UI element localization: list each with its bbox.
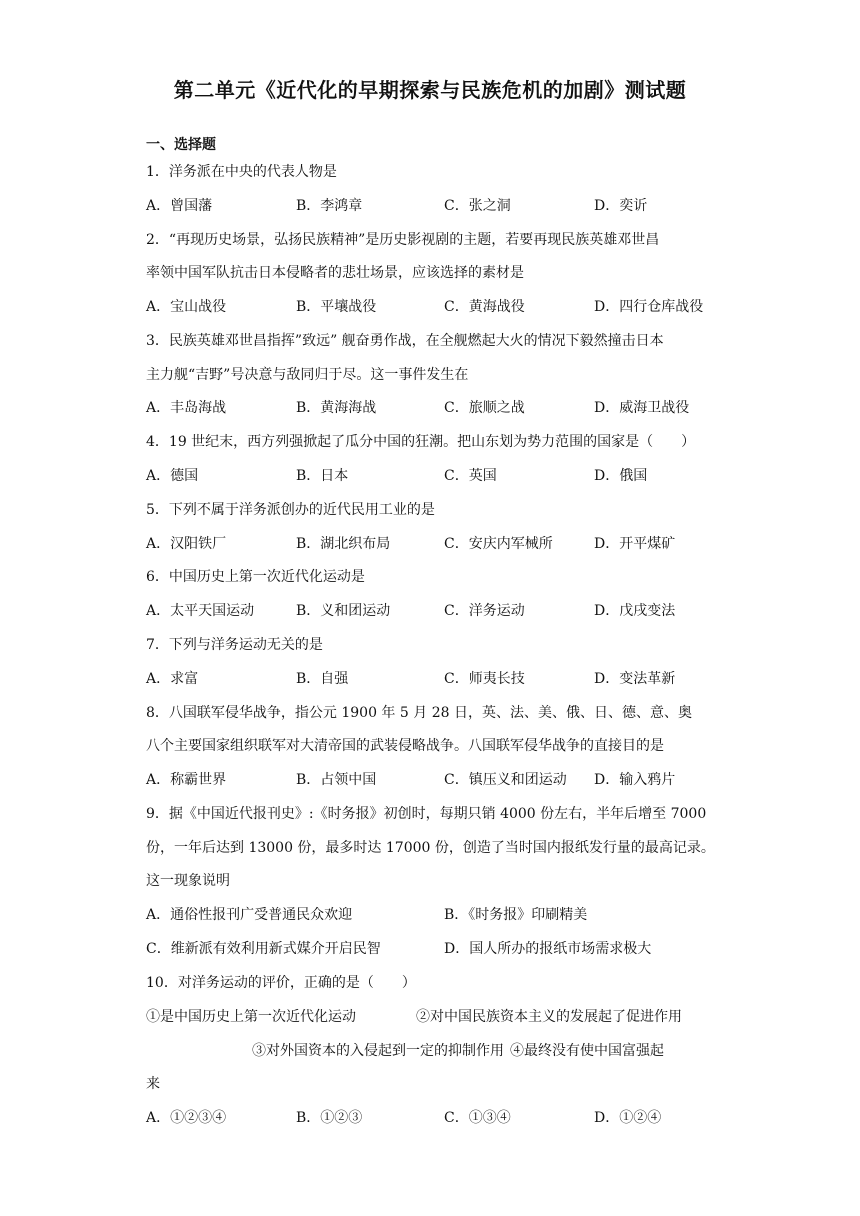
question-2-stem-line2: 率领中国军队抗击日本侵略者的悲壮场景，应该选择的素材是	[146, 265, 524, 281]
question-6-stem: 6．中国历史上第一次近代化运动是	[146, 569, 365, 585]
option-d[interactable]: D．俄国	[594, 468, 648, 484]
question-9-stem-line3: 这一现象说明	[146, 873, 230, 889]
option-a[interactable]: A．丰岛海战	[146, 400, 227, 416]
option-b[interactable]: B．黄海海战	[296, 400, 377, 416]
option-b[interactable]: B．《时务报》印刷精美	[444, 907, 588, 923]
option-b[interactable]: B．自强	[296, 671, 349, 687]
question-9-stem-line2: 份，一年后达到 13000 份，最多时达 17000 份，创造了当时国内报纸发行量的最高记录。	[146, 840, 715, 856]
option-b[interactable]: B．湖北织布局	[296, 536, 391, 552]
statement-3: ③对外国资本的入侵起到一定的抑制作用	[252, 1043, 504, 1059]
option-a[interactable]: A．宝山战役	[146, 299, 227, 315]
question-10-statements-row3: 来	[146, 1076, 160, 1092]
option-c[interactable]: C．安庆内军械所	[444, 536, 553, 552]
option-a[interactable]: A．称霸世界	[146, 772, 227, 788]
section-heading: 一、选择题	[146, 137, 216, 153]
option-d[interactable]: D．国人所办的报纸市场需求极大	[444, 941, 652, 957]
option-b[interactable]: B．占领中国	[296, 772, 377, 788]
option-c[interactable]: C．英国	[444, 468, 497, 484]
option-c[interactable]: C．洋务运动	[444, 603, 525, 619]
option-a[interactable]: A．曾国藩	[146, 198, 213, 214]
question-3-stem-line2: 主力舰“吉野”号决意与敌同归于尽。这一事件发生在	[146, 367, 469, 383]
option-d[interactable]: D．威海卫战役	[594, 400, 690, 416]
option-b[interactable]: B．义和团运动	[296, 603, 391, 619]
option-c[interactable]: C．维新派有效利用新式媒介开启民智	[146, 941, 381, 957]
option-c[interactable]: C．镇压义和团运动	[444, 772, 567, 788]
question-9-stem-line1: 9．据《中国近代报刊史》:《时务报》初创时，每期只销 4000 份左右，半年后增至 7000	[146, 806, 707, 822]
question-3-stem-line1: 3．民族英雄邓世昌指挥”致远” 舰奋勇作战，在全舰燃起大火的情况下毅然撞击日本	[146, 333, 664, 349]
option-d[interactable]: D．变法革新	[594, 671, 676, 687]
option-b[interactable]: B．①②③	[296, 1110, 363, 1126]
question-1-stem: 1．洋务派在中央的代表人物是	[146, 164, 337, 180]
option-a[interactable]: A．太平天国运动	[146, 603, 255, 619]
option-c[interactable]: C．①③④	[444, 1110, 511, 1126]
option-d[interactable]: D．开平煤矿	[594, 536, 676, 552]
option-b[interactable]: B．日本	[296, 468, 349, 484]
option-c[interactable]: C．张之洞	[444, 198, 511, 214]
question-4-stem: 4．19 世纪末，西方列强掀起了瓜分中国的狂潮。把山东划为势力范围的国家是（ ）	[146, 434, 696, 450]
option-a[interactable]: A．德国	[146, 468, 199, 484]
statement-4: ④最终没有使中国富强起	[510, 1043, 664, 1059]
question-8-stem-line2: 八个主要国家组织联军对大清帝国的武装侵略战争。八国联军侵华战争的直接目的是	[146, 738, 664, 754]
statement-1: ①是中国历史上第一次近代化运动	[146, 1009, 356, 1025]
option-d[interactable]: D．输入鸦片	[594, 772, 676, 788]
option-a[interactable]: A．通俗性报刊广受普通民众欢迎	[146, 907, 353, 923]
question-10-stem: 10．对洋务运动的评价，正确的是（ ）	[146, 975, 416, 991]
question-7-stem: 7．下列与洋务运动无关的是	[146, 637, 323, 653]
statement-2: ②对中国民族资本主义的发展起了促进作用	[416, 1009, 682, 1025]
option-a[interactable]: A．求富	[146, 671, 199, 687]
option-c[interactable]: C．师夷长技	[444, 671, 525, 687]
option-d[interactable]: D．①②④	[594, 1110, 662, 1126]
option-a[interactable]: A．①②③④	[146, 1110, 227, 1126]
question-5-stem: 5．下列不属于洋务派创办的近代民用工业的是	[146, 502, 435, 518]
question-2-stem-line1: 2．“再现历史场景，弘扬民族精神”是历史影视剧的主题，若要再现民族英雄邓世昌	[146, 232, 660, 248]
option-b[interactable]: B．平壤战役	[296, 299, 377, 315]
question-8-stem-line1: 8．八国联军侵华战争，指公元 1900 年 5 月 28 日，英、法、美、俄、日、德、意、奥	[146, 705, 692, 721]
option-c[interactable]: C．黄海战役	[444, 299, 525, 315]
option-c[interactable]: C．旅顺之战	[444, 400, 525, 416]
option-a[interactable]: A．汉阳铁厂	[146, 536, 227, 552]
option-d[interactable]: D．奕䜣	[594, 198, 648, 214]
option-d[interactable]: D．四行仓库战役	[594, 299, 704, 315]
document-title: 第二单元《近代化的早期探索与民族危机的加剧》测试题	[173, 78, 687, 102]
option-b[interactable]: B．李鸿章	[296, 198, 363, 214]
option-d[interactable]: D．戊戌变法	[594, 603, 676, 619]
